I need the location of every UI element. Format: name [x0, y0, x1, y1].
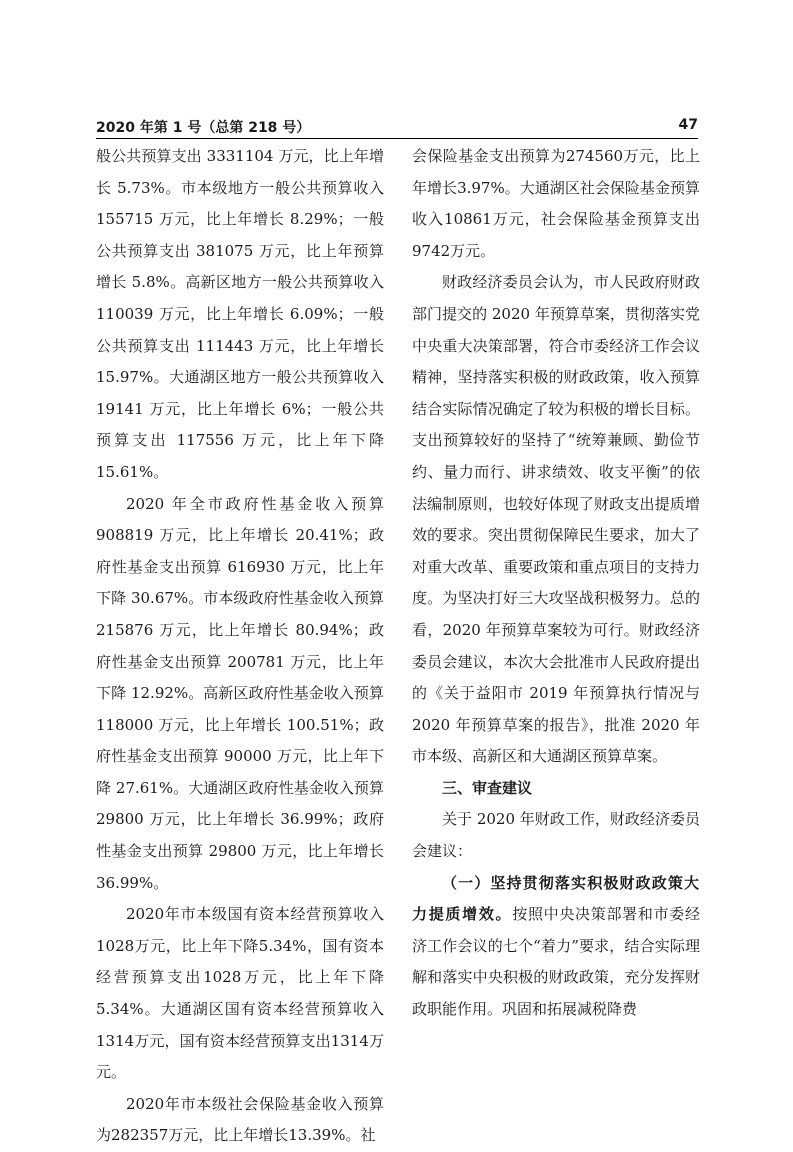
paragraph: 会保险基金支出预算为274560万元，比上年增长3.97%。大通湖区社会保险基金预算收入10861万元，社会保险基金预算支出9742万元。: [412, 147, 700, 260]
paragraph: 般公共预算支出 3331104 万元，比上年增长 5.73%。市本级地方一般公共预算收入 155715 万元，比上年增长 8.29%；一般公共预算支出 381075 万元，比上年预算增长 5.8%。高新区地方一般公共预算收入 110039 万元，比上年增长 6.09%；一般公共预算支出 111443 万元，比上年增长 15.97%。大通湖区地方一般公共预算收入 19141 万元，比上年增长 6%；一般公共预算支出 117556 万元，比上年下降 15.61%。: [96, 147, 384, 481]
paragraph: 2020 年全市政府性基金收入预算 908819 万元，比上年增长 20.41%；政府性基金支出预算 616930 万元，比上年下降 30.67%。市本级政府性基金收入预算 215876 万元，比上年增长 80.94%；政府性基金支出预算 200781 万元，比上年下降 12.92%。高新区政府性基金收入预算 118000 万元，比上年增长 100.51%；政府性基金支出预算 90000 万元，比上年下降 27.61%。大通湖区政府性基金收入预算 29800 万元，比上年增长 36.99%；政府性基金支出预算 29800 万元，比上年增长 36.99%。: [96, 494, 384, 892]
section-heading: 三、审查建议: [442, 778, 533, 797]
right-column: [412, 141, 700, 1026]
left-column: [96, 141, 384, 1152]
paragraph: [412, 868, 700, 1026]
page-number: 47: [678, 117, 698, 133]
running-header: [96, 114, 698, 138]
paragraph: 2020年市本级社会保险基金收入预算为282357万元，比上年增长13.39%。社: [96, 1094, 384, 1145]
paragraph: 关于 2020 年财政工作，财政经济委员会建议：: [412, 810, 700, 861]
subsection-lead: （一）坚持贯彻落实积极财政政策大力提质增效。: [412, 873, 700, 924]
paragraph: 2020年市本级国有资本经营预算收入1028万元，比上年下降5.34%，国有资本经营预算支出1028万元，比上年下降5.34%。大通湖区国有资本经营预算收入1314万元，国有资本经营预算支出1314万元。: [96, 905, 384, 1082]
subsection-body: 按照中央决策部署和市委经济工作会议的七个“着力”要求，结合实际理解和落实中央积极的财政政策，充分发挥财政职能作用。巩固和拓展减税降费: [412, 905, 700, 1019]
issue-label: 2020 年第 1 号（总第 218 号）: [96, 120, 311, 136]
paragraph: 财政经济委员会认为，市人民政府财政部门提交的 2020 年预算草案，贯彻落实党中央重大决策部署，符合市委经济工作会议精神，坚持落实积极的财政政策，收入预算结合实际情况确定了较为积极的增长目标。支出预算较好的坚持了“统筹兼顾、勤俭节约、量力而行、讲求绩效、收支平衡”的依法编制原则，也较好体现了财政支出提质增效的要求。突出贯彻保障民生要求，加大了对重大改革、重要政策和重点项目的支持力度。为坚决打好三大攻坚战积极努力。总的看，2020 年预算草案较为可行。财政经济委员会建议，本次大会批准市人民政府提出的《关于益阳市 2019 年预算执行情况与 2020 年预算草案的报告》，批准 2020 年市本级、高新区和大通湖区预算草案。: [412, 273, 700, 766]
header-rule: [96, 138, 698, 139]
